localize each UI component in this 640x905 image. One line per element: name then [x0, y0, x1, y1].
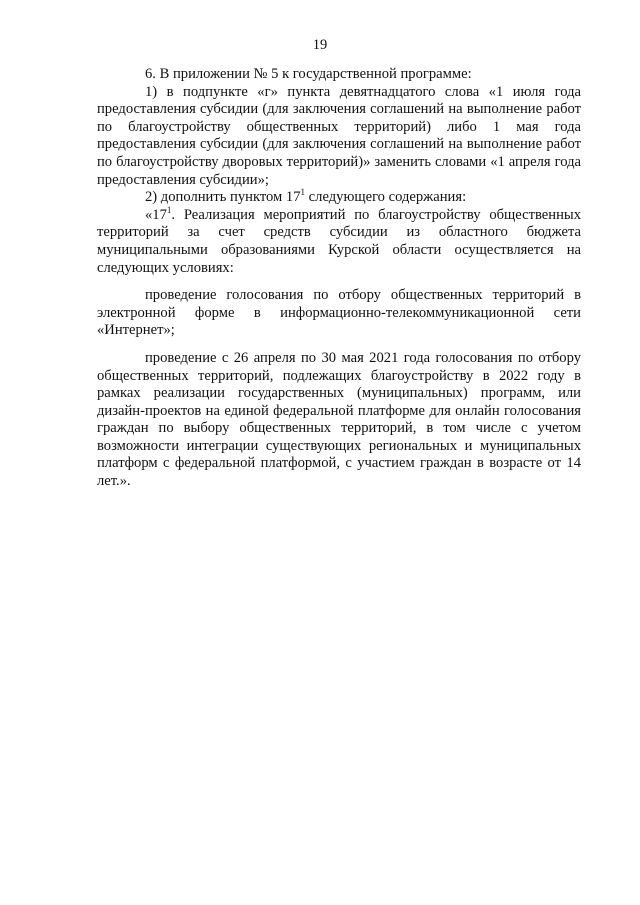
- quoted-clause-number: «17: [145, 206, 167, 223]
- condition-1-paragraph: проведение голосования по отбору общественных территорий в электронной форме в информационно-телекоммуникационной сети «Интернет»;: [97, 287, 581, 339]
- item-6-heading: 6. В приложении № 5 к государственной программе:: [145, 66, 472, 82]
- subitem-1-paragraph: 1) в подпункте «г» пункта девятнадцатого слова «1 июля года предоставления субсидии (для заключения соглашений на выполнение работ по благоустройству общественных территорий) либо 1 мая года предоставления субсидии (для заключения соглашений на выполнение работ по благоустройству дворовых территорий)» заменить словами «1 апреля года предоставления субсидии»;: [97, 83, 581, 188]
- subitem-2-text-start: 2) дополнить пунктом 17: [145, 189, 301, 206]
- quoted-clause-text: . Реализация мероприятий по благоустройству общественных территорий за счет средств субсидии из областного бюджета муниципальными образованиями Курской области осуществляется на следующих условиях:: [97, 206, 581, 276]
- superscript: 1: [166, 204, 172, 215]
- subitem-2-text-end: следующего содержания:: [305, 189, 467, 206]
- document-body: [97, 66, 581, 491]
- page-number: 19: [312, 37, 328, 53]
- condition-2-paragraph: проведение с 26 апреля по 30 мая 2021 года голосования по отбору общественных территорий, подлежащих благоустройству в 2022 году в рамках реализации государственных (муниципальных) программ, или дизайн-проектов на единой федеральной платформе для онлайн голосования граждан по выбору общественных территорий, в том числе с учетом возможности интеграции существующих региональных и муниципальных платформ с федеральной платформой, с участием граждан в возрасте от 14 лет.».: [97, 349, 581, 490]
- quoted-clause-paragraph: [97, 204, 581, 277]
- superscript: 1: [300, 187, 306, 198]
